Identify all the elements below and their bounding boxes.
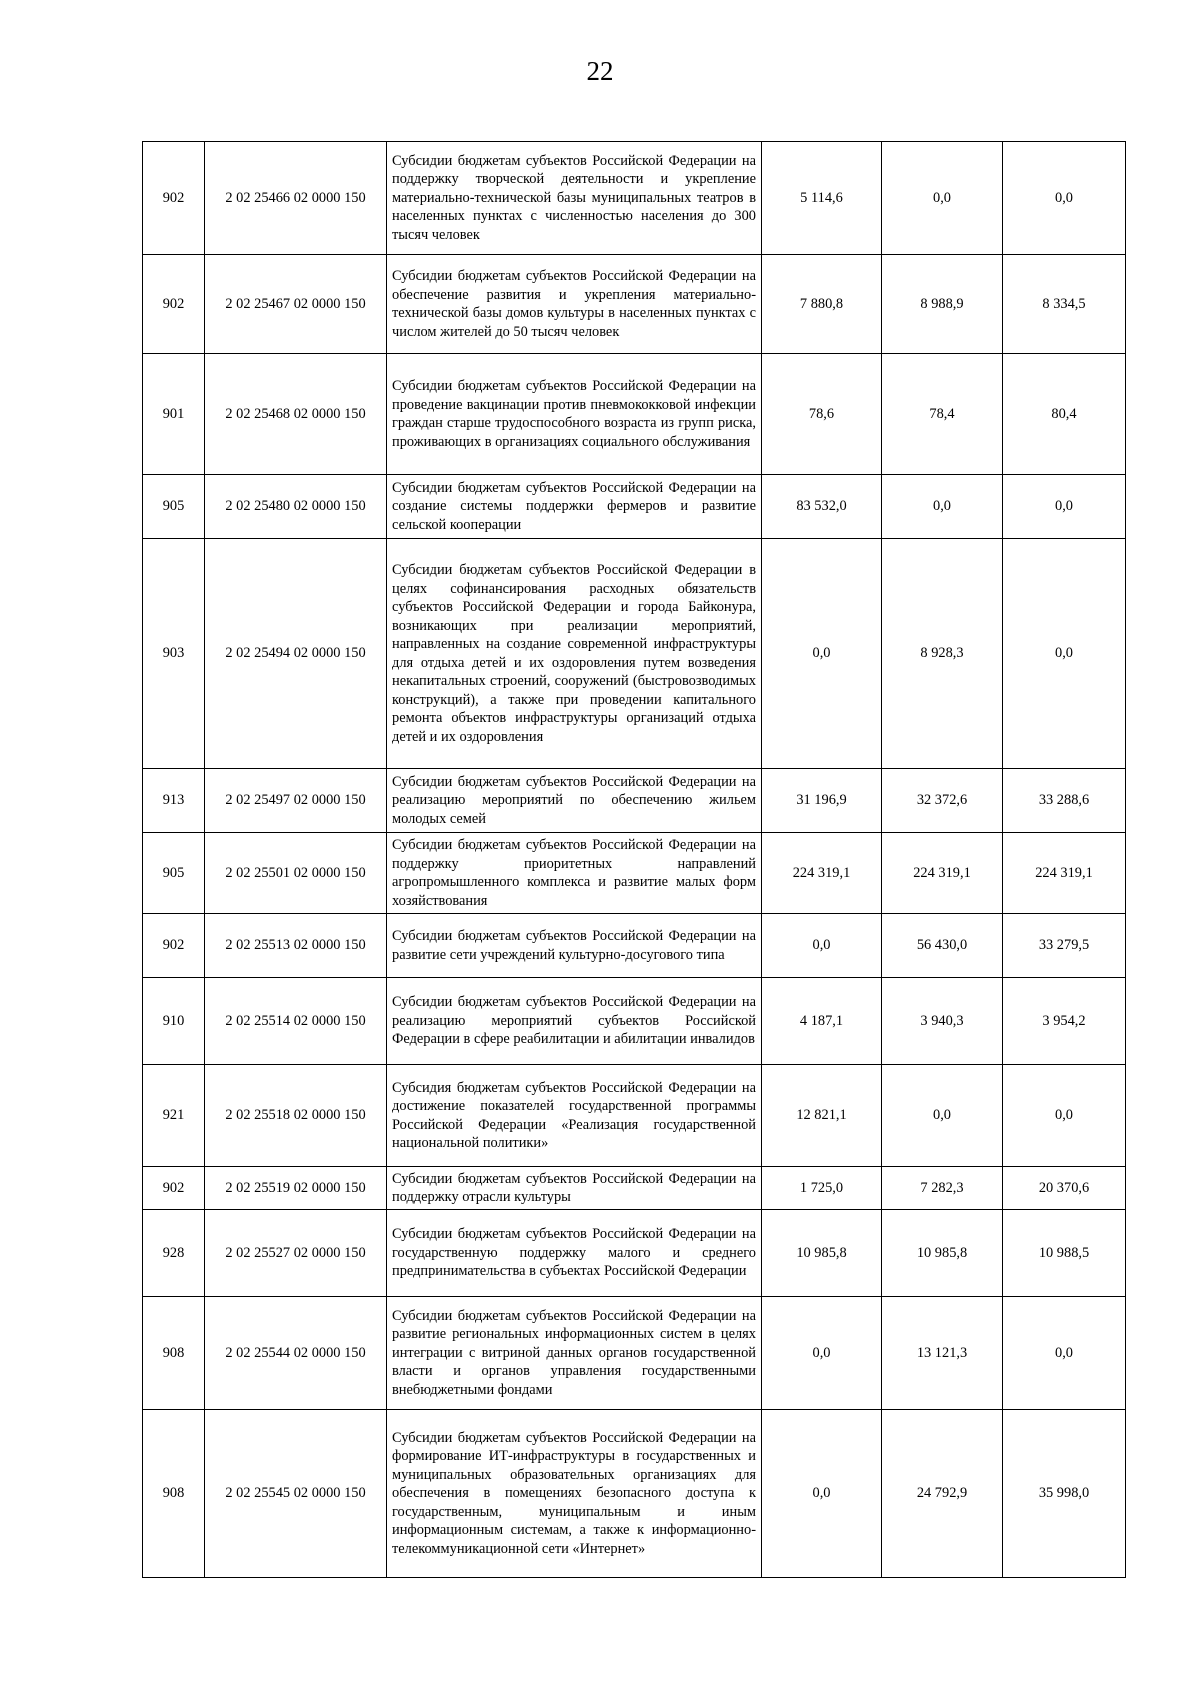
revenue-name-cell: Субсидии бюджетам субъектов Российской Федерации на поддержку приоритетных направлений агропромышленного комплекса и развитие малых форм хозяйствования — [387, 833, 762, 914]
admin-code-cell: 908 — [143, 1410, 205, 1578]
revenue-name-cell: Субсидии бюджетам субъектов Российской Федерации на создание системы поддержки фермеров и развитие сельской кооперации — [387, 475, 762, 539]
table-row — [143, 1210, 1126, 1297]
budget-classification-code-cell: 2 02 25467 02 0000 150 — [205, 255, 387, 354]
amount-year-3-cell: 3 954,2 — [1003, 978, 1126, 1065]
amount-year-3-cell: 33 288,6 — [1003, 769, 1126, 833]
revenue-name-cell: Субсидия бюджетам субъектов Российской Федерации на достижение показателей государственной программы Российской Федерации «Реализация государственной национальной политики» — [387, 1065, 762, 1167]
amount-year-2-cell: 78,4 — [882, 354, 1003, 475]
admin-code-cell: 902 — [143, 142, 205, 255]
amount-year-2-cell: 3 940,3 — [882, 978, 1003, 1065]
admin-code-cell: 901 — [143, 354, 205, 475]
amount-year-2-cell: 13 121,3 — [882, 1297, 1003, 1410]
revenue-name-cell: Субсидии бюджетам субъектов Российской Федерации на государственную поддержку малого и среднего предпринимательства в субъектах Российской Федерации — [387, 1210, 762, 1297]
budget-table — [142, 141, 1126, 1578]
budget-classification-code-cell: 2 02 25468 02 0000 150 — [205, 354, 387, 475]
amount-year-2-cell: 56 430,0 — [882, 914, 1003, 978]
budget-classification-code-cell: 2 02 25513 02 0000 150 — [205, 914, 387, 978]
amount-year-3-cell: 0,0 — [1003, 1065, 1126, 1167]
amount-year-1-cell: 12 821,1 — [762, 1065, 882, 1167]
table-row — [143, 142, 1126, 255]
budget-classification-code-cell: 2 02 25497 02 0000 150 — [205, 769, 387, 833]
revenue-name-cell: Субсидии бюджетам субъектов Российской Федерации на поддержку творческой деятельности и укрепление материально-технической базы муниципальных театров в населенных пунктах с численностью населения до 300 тысяч человек — [387, 142, 762, 255]
amount-year-3-cell: 10 988,5 — [1003, 1210, 1126, 1297]
amount-year-1-cell: 4 187,1 — [762, 978, 882, 1065]
table-row — [143, 539, 1126, 769]
amount-year-3-cell: 8 334,5 — [1003, 255, 1126, 354]
amount-year-2-cell: 0,0 — [882, 475, 1003, 539]
admin-code-cell: 928 — [143, 1210, 205, 1297]
table-row — [143, 475, 1126, 539]
budget-classification-code-cell: 2 02 25545 02 0000 150 — [205, 1410, 387, 1578]
amount-year-1-cell: 224 319,1 — [762, 833, 882, 914]
amount-year-2-cell: 32 372,6 — [882, 769, 1003, 833]
amount-year-1-cell: 0,0 — [762, 914, 882, 978]
amount-year-3-cell: 20 370,6 — [1003, 1167, 1126, 1210]
revenue-name-cell: Субсидии бюджетам субъектов Российской Федерации на формирование ИТ-инфраструктуры в государственных и муниципальных образовательных организациях для обеспечения в помещениях безопасного доступа к государственным, муниципальным и иным информационным системам, а также к информационно-телекоммуникационной сети «Интернет» — [387, 1410, 762, 1578]
amount-year-3-cell: 0,0 — [1003, 539, 1126, 769]
budget-classification-code-cell: 2 02 25518 02 0000 150 — [205, 1065, 387, 1167]
amount-year-1-cell: 0,0 — [762, 1410, 882, 1578]
table-row — [143, 1410, 1126, 1578]
amount-year-3-cell: 0,0 — [1003, 475, 1126, 539]
budget-classification-code-cell: 2 02 25494 02 0000 150 — [205, 539, 387, 769]
amount-year-2-cell: 8 928,3 — [882, 539, 1003, 769]
admin-code-cell: 905 — [143, 833, 205, 914]
revenue-name-cell: Субсидии бюджетам субъектов Российской Федерации на развитие региональных информационных систем в целях интеграции с витриной данных органов государственной власти и органов управления государственными внебюджетными фондами — [387, 1297, 762, 1410]
amount-year-2-cell: 7 282,3 — [882, 1167, 1003, 1210]
revenue-name-cell: Субсидии бюджетам субъектов Российской Федерации на обеспечение развития и укрепления материально-технической базы домов культуры в населенных пунктах с числом жителей до 50 тысяч человек — [387, 255, 762, 354]
amount-year-1-cell: 78,6 — [762, 354, 882, 475]
table-row — [143, 255, 1126, 354]
budget-classification-code-cell: 2 02 25480 02 0000 150 — [205, 475, 387, 539]
table-row — [143, 1065, 1126, 1167]
budget-classification-code-cell: 2 02 25466 02 0000 150 — [205, 142, 387, 255]
amount-year-2-cell: 0,0 — [882, 142, 1003, 255]
revenue-name-cell: Субсидии бюджетам субъектов Российской Федерации на проведение вакцинации против пневмококковой инфекции граждан старше трудоспособного возраста из групп риска, проживающих в организациях социального обслуживания — [387, 354, 762, 475]
amount-year-1-cell: 31 196,9 — [762, 769, 882, 833]
admin-code-cell: 902 — [143, 255, 205, 354]
amount-year-2-cell: 24 792,9 — [882, 1410, 1003, 1578]
admin-code-cell: 905 — [143, 475, 205, 539]
table-row — [143, 978, 1126, 1065]
revenue-name-cell: Субсидии бюджетам субъектов Российской Федерации в целях софинансирования расходных обязательств субъектов Российской Федерации и города Байконура, возникающих при реализации мероприятий, направленных на создание современной инфраструктуры для отдыха детей и их оздоровления путем возведения некапитальных строений, сооружений (быстровозводимых конструкций), а также при проведении капитального ремонта объектов инфраструктуры организаций отдыха детей и их оздоровления — [387, 539, 762, 769]
amount-year-1-cell: 83 532,0 — [762, 475, 882, 539]
admin-code-cell: 910 — [143, 978, 205, 1065]
amount-year-1-cell: 10 985,8 — [762, 1210, 882, 1297]
amount-year-1-cell: 7 880,8 — [762, 255, 882, 354]
amount-year-1-cell: 5 114,6 — [762, 142, 882, 255]
amount-year-2-cell: 8 988,9 — [882, 255, 1003, 354]
amount-year-2-cell: 224 319,1 — [882, 833, 1003, 914]
page-number: 22 — [586, 56, 614, 86]
table-row — [143, 354, 1126, 475]
revenue-name-cell: Субсидии бюджетам субъектов Российской Федерации на реализацию мероприятий субъектов Российской Федерации в сфере реабилитации и абилитации инвалидов — [387, 978, 762, 1065]
amount-year-3-cell: 33 279,5 — [1003, 914, 1126, 978]
admin-code-cell: 921 — [143, 1065, 205, 1167]
budget-classification-code-cell: 2 02 25527 02 0000 150 — [205, 1210, 387, 1297]
amount-year-1-cell: 0,0 — [762, 1297, 882, 1410]
admin-code-cell: 902 — [143, 914, 205, 978]
amount-year-3-cell: 80,4 — [1003, 354, 1126, 475]
table-body — [143, 142, 1126, 1578]
admin-code-cell: 908 — [143, 1297, 205, 1410]
revenue-name-cell: Субсидии бюджетам субъектов Российской Федерации на поддержку отрасли культуры — [387, 1167, 762, 1210]
amount-year-1-cell: 1 725,0 — [762, 1167, 882, 1210]
amount-year-3-cell: 0,0 — [1003, 142, 1126, 255]
table-row — [143, 1297, 1126, 1410]
revenue-name-cell: Субсидии бюджетам субъектов Российской Федерации на развитие сети учреждений культурно-досугового типа — [387, 914, 762, 978]
budget-classification-code-cell: 2 02 25501 02 0000 150 — [205, 833, 387, 914]
budget-classification-code-cell: 2 02 25544 02 0000 150 — [205, 1297, 387, 1410]
budget-classification-code-cell: 2 02 25514 02 0000 150 — [205, 978, 387, 1065]
table-row — [143, 833, 1126, 914]
amount-year-3-cell: 35 998,0 — [1003, 1410, 1126, 1578]
amount-year-2-cell: 0,0 — [882, 1065, 1003, 1167]
table-row — [143, 914, 1126, 978]
admin-code-cell: 903 — [143, 539, 205, 769]
admin-code-cell: 913 — [143, 769, 205, 833]
amount-year-3-cell: 0,0 — [1003, 1297, 1126, 1410]
amount-year-3-cell: 224 319,1 — [1003, 833, 1126, 914]
table-row — [143, 769, 1126, 833]
admin-code-cell: 902 — [143, 1167, 205, 1210]
amount-year-2-cell: 10 985,8 — [882, 1210, 1003, 1297]
table-row — [143, 1167, 1126, 1210]
budget-classification-code-cell: 2 02 25519 02 0000 150 — [205, 1167, 387, 1210]
amount-year-1-cell: 0,0 — [762, 539, 882, 769]
revenue-name-cell: Субсидии бюджетам субъектов Российской Федерации на реализацию мероприятий по обеспечению жильем молодых семей — [387, 769, 762, 833]
